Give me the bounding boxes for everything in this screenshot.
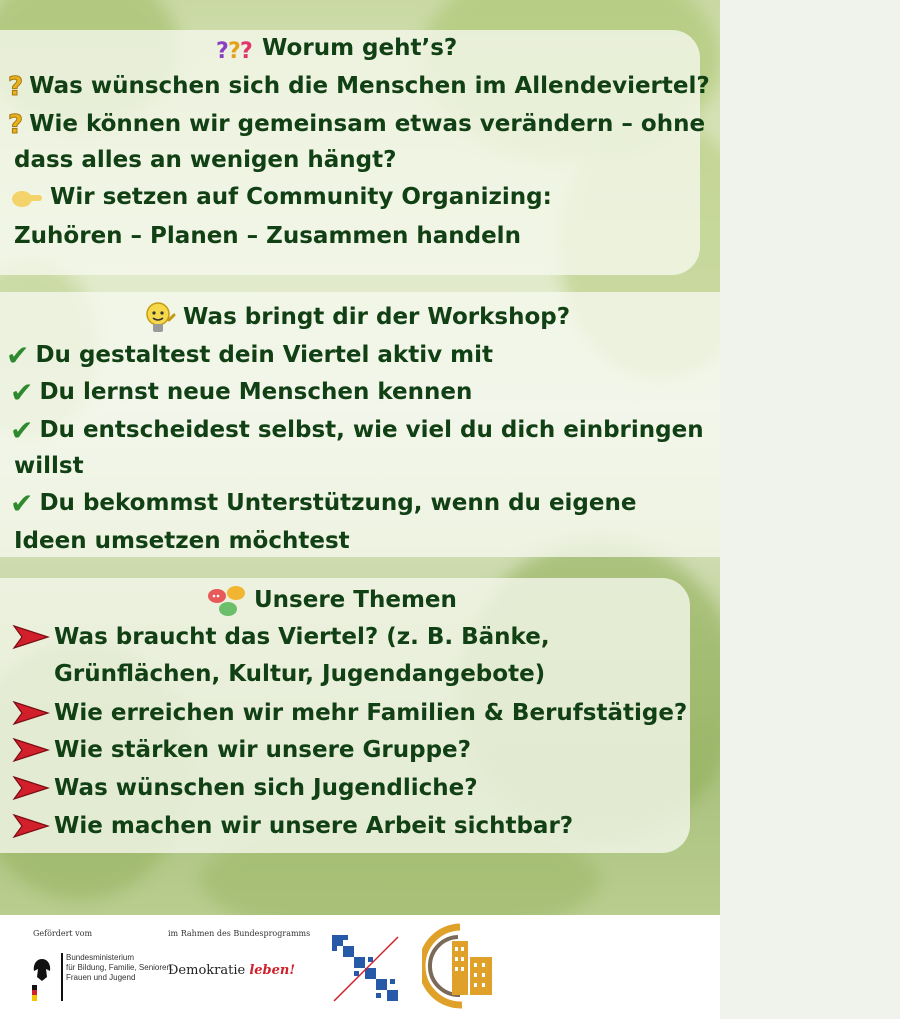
section-what-title-text: Worum geht’s? <box>262 35 458 61</box>
topic-1: Was braucht das Viertel? (z. B. Bänke, <box>54 624 550 650</box>
pointing-hand-icon <box>10 187 44 209</box>
question-mark-icon: ? <box>8 109 24 140</box>
checkmark-icon: ✔ <box>6 338 30 372</box>
arrow-icon <box>12 624 52 650</box>
checkmark-icon: ✔ <box>10 375 34 409</box>
footer <box>0 915 720 1019</box>
checkmark-icon: ✔ <box>10 413 34 447</box>
section-benefits-title <box>143 298 570 336</box>
topic-3: Wie stärken wir unsere Gruppe? <box>54 737 471 763</box>
lightbulb-icon <box>143 300 177 336</box>
section-topics-title <box>206 581 457 619</box>
program-intro: im Rahmen des Bundesprogramms <box>168 929 311 938</box>
funded-by-label: Gefördert vom <box>33 929 93 938</box>
ministry-line-3: Frauen und Jugend <box>66 973 136 982</box>
pointer-line-cont: Zuhören – Planen – Zusammen handeln <box>14 223 521 249</box>
benefit-2: ✔ Du lernst neue Menschen kennen <box>10 373 472 412</box>
pointer-line: Wir setzen auf Community Organizing: <box>10 178 552 216</box>
section-benefits-title-text: Was bringt dir der Workshop? <box>183 304 571 330</box>
benefit-4: ✔ Du bekommst Unterstützung, wenn du eigene <box>10 484 636 523</box>
question-marks-icon <box>216 36 256 62</box>
city-crest-logo <box>328 931 400 1003</box>
question-2: ? Wie können wir gemeinsam etwas verändern – ohne <box>8 105 705 144</box>
topic-4: Was wünschen sich Jugendliche? <box>54 775 478 801</box>
benefit-3: ✔ Du entscheidest selbst, wie viel du dich einbringen <box>10 411 704 450</box>
program-logo: Demokratie leben! <box>168 963 296 978</box>
arrow-icon <box>12 700 52 726</box>
topic-5: Wie machen wir unsere Arbeit sichtbar? <box>54 813 574 839</box>
question-mark-icon: ? <box>8 71 24 102</box>
benefit-3-cont: willst <box>14 453 84 479</box>
arrow-icon <box>12 813 52 839</box>
chat-bubbles-icon <box>206 584 248 618</box>
federal-eagle-icon <box>30 955 54 1003</box>
empty-side-area <box>720 0 900 1019</box>
arrow-icon <box>12 737 52 763</box>
topic-2: Wie erreichen wir mehr Familien & Berufstätige? <box>54 700 688 726</box>
benefit-1: ✔ Du gestaltest dein Viertel aktiv mit <box>6 336 493 375</box>
section-topics-title-text: Unsere Themen <box>254 587 457 613</box>
question-1: ? Was wünschen sich die Menschen im Allendeviertel? <box>8 67 710 106</box>
building-logo <box>422 923 502 1009</box>
arrow-icon <box>12 775 52 801</box>
ministry-line-1: Bundesministerium <box>66 953 135 962</box>
checkmark-icon: ✔ <box>10 486 34 520</box>
question-2-cont: dass alles an wenigen hängt? <box>14 147 397 173</box>
ministry-divider <box>61 953 63 1001</box>
section-what-title <box>216 29 457 67</box>
svg-text:?: ? <box>216 38 229 62</box>
topic-1-cont: Grünflächen, Kultur, Jugendangebote) <box>54 661 546 687</box>
ministry-line-2: für Bildung, Familie, Senioren, <box>66 963 174 972</box>
svg-text:?: ? <box>240 38 253 62</box>
svg-text:?: ? <box>228 38 241 62</box>
benefit-4-cont: Ideen umsetzen möchtest <box>14 528 350 554</box>
